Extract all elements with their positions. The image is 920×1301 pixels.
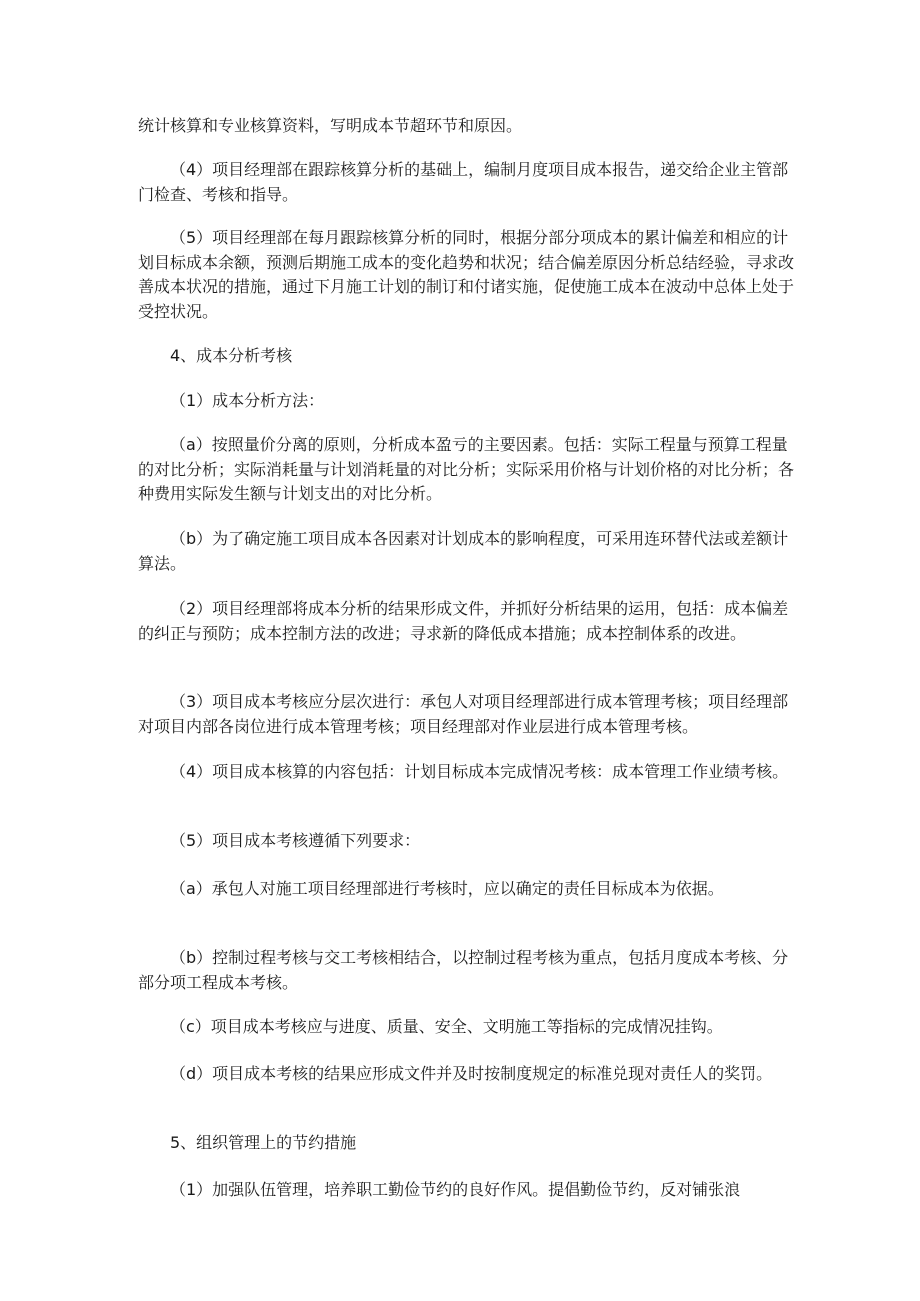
paragraph-continuation: 统计核算和专业核算资料，写明成本节超环节和原因。 [138, 116, 523, 135]
paragraph-item-5-forecast: （5）项目经理部在每月跟踪核算分析的同时，根据分部分项成本的累计偏差和相应的计划目标成本余额，预测后期施工成本的变化趋势和状况；结合偏差原因分析总结经验，寻求改善成本状况的措施，通过下月施工计划的制订和付诸实施，促使施工成本在波动中总体上处于受控状况。 [138, 228, 795, 321]
paragraph-item-4-contents: （4）项目成本核算的内容包括：计划目标成本完成情况考核：成本管理工作业绩考核。 [170, 762, 789, 781]
paragraph-item-c-linkage: （c）项目成本考核应与进度、质量、安全、文明施工等指标的完成情况挂钩。 [170, 1017, 723, 1036]
paragraph-item-3-levels: （3）项目成本考核应分层次进行：承包人对项目经理部进行成本管理考核；项目经理部对项目内部各岗位进行成本管理考核；项目经理部对作业层进行成本管理考核。 [138, 692, 789, 736]
paragraph-item-b-process: （b）控制过程考核与交工考核相结合，以控制过程考核为重点，包括月度成本考核、分部分项工程成本考核。 [138, 948, 789, 992]
paragraph-item-a-quantity-price: （a）按照量价分离的原则，分析成本盈亏的主要因素。包括：实际工程量与预算工程量的对比分析；实际消耗量与计划消耗量的对比分析；实际采用价格与计划价格的对比分析；各种费用实际发生额与计划支出的对比分析。 [138, 435, 795, 503]
section-heading-4: 4、成本分析考核 [170, 346, 293, 365]
subheading-requirements: （5）项目成本考核遵循下列要求： [170, 831, 421, 850]
paragraph-item-d-rewards: （d）项目成本考核的结果应形成文件并及时按制度规定的标准兑现对责任人的奖罚。 [170, 1064, 773, 1083]
paragraph-item-4-report: （4）项目经理部在跟踪核算分析的基础上，编制月度项目成本报告，递交给企业主管部门检查、考核和指导。 [138, 160, 789, 204]
paragraph-item-b-substitution: （b）为了确定施工项目成本各因素对计划成本的影响程度，可采用连环替代法或差额计算法。 [138, 529, 789, 573]
paragraph-item-a-basis: （a）承包人对施工项目经理部进行考核时，应以确定的责任目标成本为依据。 [170, 879, 724, 898]
section-heading-5: 5、组织管理上的节约措施 [170, 1133, 357, 1152]
paragraph-item-2-results: （2）项目经理部将成本分析的结果形成文件，并抓好分析结果的运用，包括：成本偏差的纠正与预防；成本控制方法的改进；寻求新的降低成本措施；成本控制体系的改进。 [138, 599, 789, 643]
subheading-analysis-methods: （1）成本分析方法： [170, 391, 325, 410]
paragraph-item-1-team: （1）加强队伍管理，培养职工勤俭节约的良好作风。提倡勤俭节约，反对铺张浪 [170, 1180, 741, 1199]
